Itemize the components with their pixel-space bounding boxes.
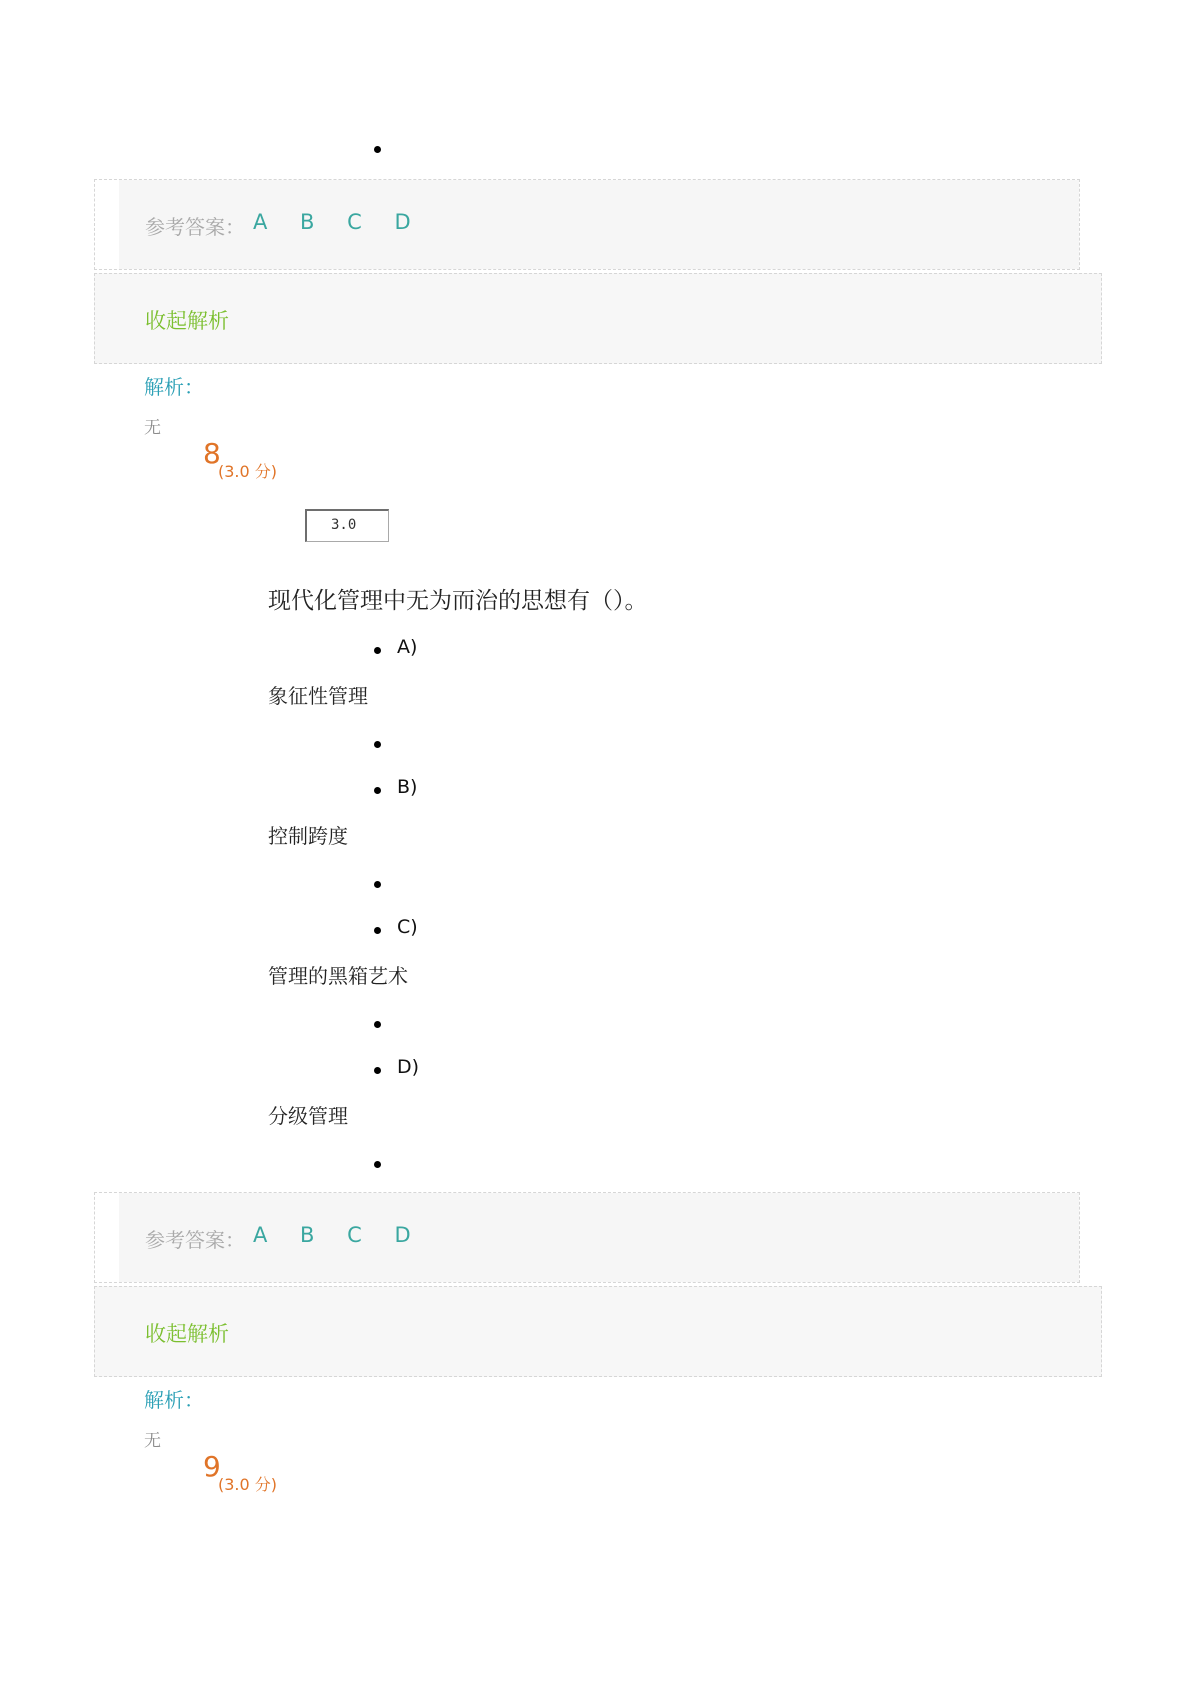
reference-answer-letters: A B C D (253, 1223, 424, 1247)
reference-answer-panel (94, 1192, 1080, 1283)
option-bullet[interactable] (374, 787, 381, 794)
option-bullet[interactable] (374, 927, 381, 934)
question-text: 现代化管理中无为而治的思想有（）。 (268, 588, 648, 614)
option-bullet[interactable] (374, 146, 381, 153)
analysis-title: 解析： (144, 375, 204, 399)
collapse-analysis-link[interactable]: 收起解析 (145, 309, 229, 333)
option-c-radio[interactable] (374, 1021, 381, 1028)
option-d-letter[interactable]: D) (397, 1056, 420, 1078)
option-b-text: 控制跨度 (268, 824, 348, 848)
score-input[interactable]: 3.0 (305, 509, 389, 542)
collapse-analysis-link[interactable]: 收起解析 (145, 1322, 229, 1346)
analysis-body: 无 (144, 418, 161, 438)
option-d-text: 分级管理 (268, 1104, 348, 1128)
question-number: 8 (203, 437, 221, 470)
collapse-analysis-panel[interactable] (94, 273, 1102, 364)
question-number: 9 (203, 1450, 221, 1483)
reference-answer-label: 参考答案： (145, 215, 245, 239)
reference-answer-panel (94, 179, 1080, 270)
option-b-radio[interactable] (374, 881, 381, 888)
option-bullet[interactable] (374, 647, 381, 654)
option-a-radio[interactable] (374, 741, 381, 748)
reference-answer-letters: A B C D (253, 210, 424, 234)
question-score: (3.0 分) (218, 1475, 278, 1494)
collapse-analysis-panel[interactable] (94, 1286, 1102, 1377)
option-bullet[interactable] (374, 1067, 381, 1074)
reference-answer-label: 参考答案： (145, 1228, 245, 1252)
option-c-letter[interactable]: C) (397, 916, 418, 938)
option-c-text: 管理的黑箱艺术 (268, 964, 408, 988)
option-a-text: 象征性管理 (268, 684, 368, 708)
analysis-title: 解析： (144, 1388, 204, 1412)
analysis-body: 无 (144, 1431, 161, 1451)
option-b-letter[interactable]: B) (397, 776, 418, 798)
option-d-radio[interactable] (374, 1161, 381, 1168)
question-score: (3.0 分) (218, 462, 278, 481)
option-a-letter[interactable]: A) (397, 636, 418, 658)
